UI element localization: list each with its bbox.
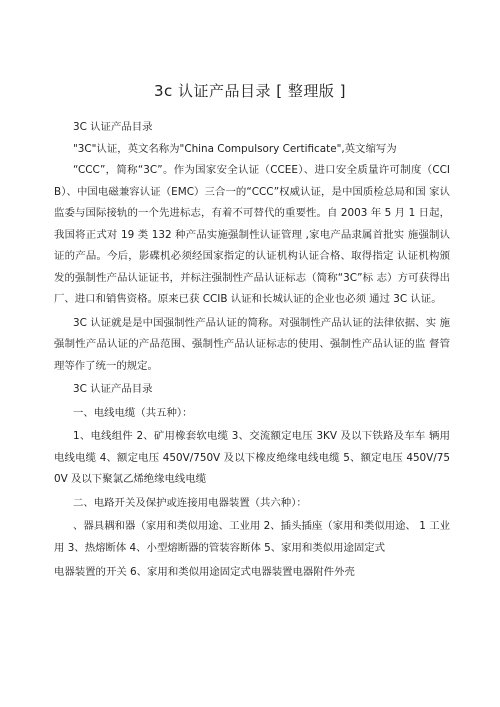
document-title: 3c 认证产品目录 [ 整理版 ] [153, 82, 347, 100]
document-body [54, 117, 450, 584]
paragraph-catalog-heading-2: 3C 认证产品目录 [73, 383, 153, 395]
section-heading-switches: 二、电路开关及保护或连接用电器装置（共六种）： [73, 496, 307, 509]
paragraph-catalog-heading: 3C 认证产品目录 [73, 121, 153, 133]
list-switches-continued: 电器装置的开关 6、家用和类似用途固定式电器装置电器附件外壳 [54, 566, 355, 578]
list-switches: 、器具耦和器（家用和类似用途、工业用 2、插头插座（家用和类似用途、 1 工业用 3、热熔断体 4、小型熔断器的管装容断体 5、家用和类似用途固定式 [54, 520, 450, 554]
section-heading-wires: 一、电线电缆（共五种）： [73, 406, 193, 419]
paragraph-ccc-overview: “CCC”，简称“3C”。作为国家安全认证（CCEE）、进口安全质量许可制度（CCIB）、中国电磁兼容认证（EMC）三合一的“CCC”权威认证，是中国质检总局和国 家认监委与国际接轨的一个先进标志，有着不可替代的重要性。自 2003 年 5 月 1 日起，我国将正式对 19 类 132 种产品实施强制性认证管理 ,家电产品隶属首批实 施强制认证的产品。今后，影碟机必须经国家指定的认证机构认证合格、取得指定 认证机构颁发的强制性产品认证证书，并标注强制性产品认证标志（简称“3C”标 志）方可获得出厂、进口和销售资格。原来已获 CCIB 认证和长城认证的企业也必须 通过 3C 认证。 [54, 164, 450, 305]
list-wires: 1、电线组件 2、矿用橡套软电缆 3、交流额定电压 3KV 及以下铁路及车车 辆用电线电缆 4、额定电压 450V/750V 及以下橡皮绝缘电线电缆 5、额定电压 450V/750V 及以下聚氯乙烯绝缘电线电缆 [54, 430, 450, 485]
paragraph-3c-abbreviation: 3C 认证就是是中国强制性产品认证的简称。对强制性产品认证的法律依据、实 施强制性产品认证的产品范围、强制性产品认证标志的使用、强制性产品认证的监 督管理等作了统一的规定。 [54, 316, 450, 372]
paragraph-3c-definition: "3C"认证，英文名称为"China Compulsory Certificate",英文缩写为 [73, 142, 397, 155]
